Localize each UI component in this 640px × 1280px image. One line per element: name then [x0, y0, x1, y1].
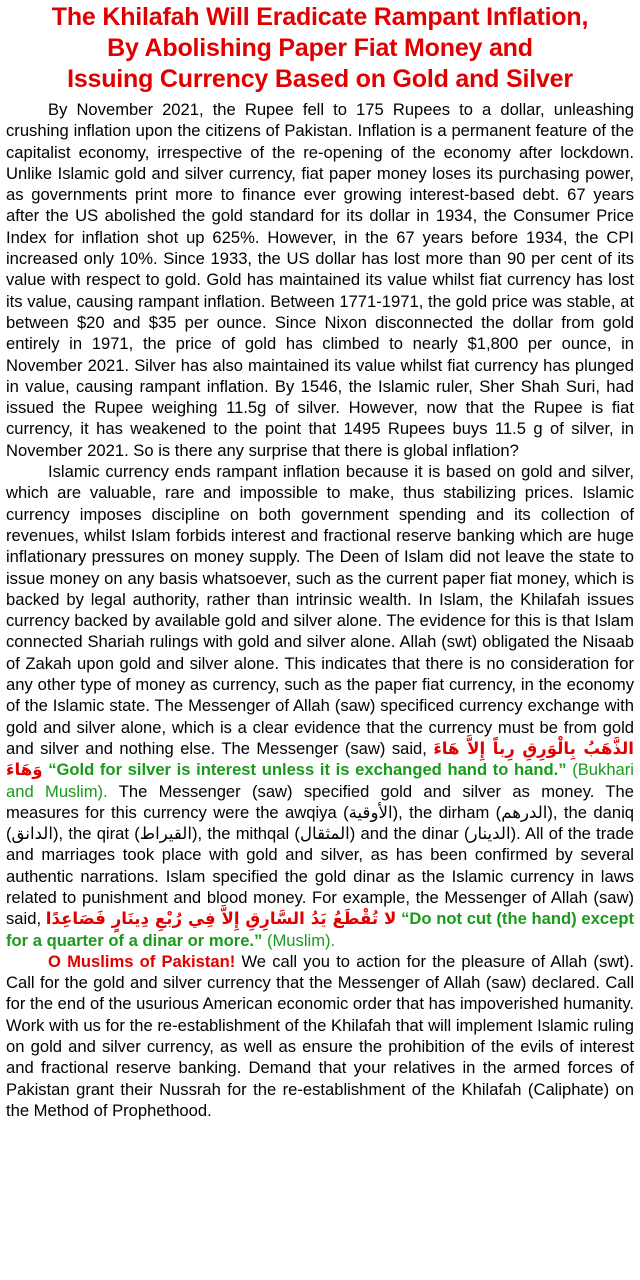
paragraph-inflation	[6, 99, 634, 461]
title-line-3: Issuing Currency Based on Gold and Silver	[67, 65, 573, 93]
page-title	[6, 2, 634, 95]
hadith-source-2: (Muslim).	[266, 930, 336, 950]
arabic-hadith-1: الذَّهَبُ بِالْوَرِقِ رِباً إِلاَّ هَاءَ وَهَاءَ	[6, 738, 634, 780]
paragraph-2-text-b: The Messenger (saw) specified gold and silver as money. The measures for this currency were the awqiya (الأوقية), the dirham (الدرهم), the daniq (الدانق), the qirat (القيراط), the mithqal (المثقال) and the dinar (الدينار). All of the trade and marriages took place with gold and silver, as has been confirmed by several authentic narrations. Islam specified the gold dinar as the Islamic currency in laws related to punishment and blood money. For example, the Messenger of Allah (saw) said,	[6, 781, 634, 929]
paragraph-1-text: By November 2021, the Rupee fell to 175 Rupees to a dollar, unleashing crushing inflation upon the citizens of Pakistan. Inflation is a permanent feature of the capitalist economy, irrespective of the re-opening of the economy after lockdown. Unlike Islamic gold and silver currency, fiat paper money loses its purchasing power, as governments print more to finance ever growing interest-based debt. 67 years after the US abolished the gold standard for its dollar in 1934, the Consumer Price Index for inflation shot up 625%. However, in the 67 years before 1934, the CPI increased only 10%. Since 1933, the US dollar has lost more than 90 per cent of its value with respect to gold. Gold has maintained its value whilst fiat currency has lost its value, causing rampant inflation. Between 1771-1971, the gold price was stable, at between $20 and $35 per ounce. Since Nixon disconnected the dollar from gold entirely in 1971, the price of gold has climbed to nearly $1,800 per ounce, in November 2021. Silver has also maintained its value whilst fiat currency has plunged in value, causing rampant inflation. By 1546, the Islamic ruler, Sher Shah Suri, had issued the Rupee weighing 11.5g of silver. However, now that the Rupee is fiat currency, it has weakened to the point that 1495 Rupees buys 11.5 g of silver, in November 2021. So is there any surprise that there is global inflation?	[6, 100, 634, 460]
hadith-quote-1: “Gold for silver is interest unless it is exchanged hand to hand.”	[48, 760, 567, 780]
paragraph-islamic-currency	[6, 461, 634, 951]
title-line-2: By Abolishing Paper Fiat Money and	[107, 34, 533, 62]
paragraph-call-to-action	[6, 951, 634, 1121]
arabic-hadith-2: لا تُقْطَعُ يَدُ السَّارِقِ إِلاَّ فِي رُبْعِ دِينَارٍ فَصَاعِدًا	[45, 909, 397, 929]
hadith-quote-2: “Do not cut (the hand) except for a quarter of a dinar or more.”	[6, 909, 634, 950]
hadith-source-1: (Bukhari and Muslim).	[6, 760, 634, 801]
paragraph-3-text: We call you to action for the pleasure of Allah (swt). Call for the gold and silver currency that the Messenger of Allah (saw) declared. Call for the end of the usurious American economic order that has impoverished humanity. Work with us for the re-establishment of the Khilafah that will implement Islamic ruling on gold and silver currency, as well as ensure the prohibition of the evils of interest and fractional reserve banking. Demand that your relatives in the armed forces of Pakistan grant their Nussrah for the re-establishment of the Khilafah (Caliphate) on the Method of Prophethood.	[6, 951, 634, 1120]
paragraph-2-text-a: Islamic currency ends rampant inflation because it is based on gold and silver, which are valuable, rare and impossible to make, thus stabilizing prices. Islamic currency imposes discipline on both government spending and its collection of revenues, whilst Islam forbids interest and fractional reserve banking which are huge inflationary pressures on money supply. The Deen of Islam did not leave the state to issue money on any basis whatsoever, such as the current paper fiat money, which is backed by legal authority, rather than intrinsic wealth. In Islam, the Khilafah issues currency backed by available gold and silver alone. The evidence for this is that Islam connected Shariah rulings with gold and silver alone. Allah (swt) obligated the Nisaab of Zakah upon gold and silver alone. This indicates that there is no consideration for any other type of money as currency, such as the paper fiat currency, in the economy of the Islamic state. The Messenger of Allah (saw) specificed currency exchange with gold and silver alone, which is a clear evidence that the currency must be from gold and silver and nothing else. The Messenger (saw) said,	[6, 462, 634, 758]
call-heading: O Muslims of Pakistan!	[48, 951, 236, 971]
title-line-1: The Khilafah Will Eradicate Rampant Inflation,	[51, 3, 589, 31]
